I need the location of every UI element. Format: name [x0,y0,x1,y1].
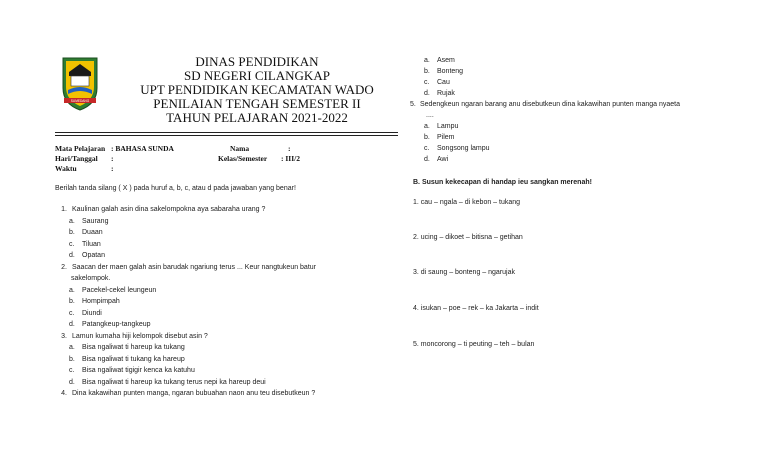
letterhead-line-5: TAHUN PELAJARAN 2021-2022 [166,110,348,125]
date-value: : [111,154,114,163]
option-5b[interactable]: b. Pilem [424,134,455,141]
question-2-cont: sakelompok. [71,275,111,282]
section-b-item-3: 3. di saung – bonteng – ngarujak [413,269,515,276]
class-value: : III/2 [281,154,300,163]
option-4a[interactable]: a. Asem [424,57,455,64]
instruction-text: Berilah tanda silang ( X ) pada huruf a, b, c, atau d pada jawaban yang benar! [55,185,296,192]
option-3c[interactable]: c. Bisa ngaliwat tigigir kenca ka katuhu [69,367,195,374]
section-b-item-2: 2. ucing – dikoet – bitisna – getihan [413,234,523,241]
letterhead-line-3: UPT PENDIDIKAN KECAMATAN WADO [140,82,374,97]
header-divider [55,132,398,133]
question-1: 1. Kaulinan galah asin dina sakelompokna aya sabaraha urang ? [61,206,266,213]
time-value: : [111,164,114,173]
section-b-item-4: 4. isukan – poe – rek – ka Jakarta – indit [413,305,539,312]
option-3b[interactable]: b. Bisa ngaliwat ti tukang ka hareup [69,355,185,363]
option-1c[interactable]: c. Tiluan [69,240,101,248]
option-1b[interactable]: b. Duaan [69,229,103,236]
option-2d[interactable]: d. Patangkeup-tangkeup [69,321,151,328]
class-label: Kelas/Semester [218,154,268,163]
letterhead [118,55,396,125]
question-4: 4. Dina kakawihan punten manga, ngaran bubuahan naon anu teu disebutkeun ? [61,390,316,397]
question-5-cont: .... [426,112,434,119]
subject-label: Mata Pelajaran [55,144,106,153]
svg-text:SUMEDANG: SUMEDANG [70,99,90,103]
question-2: 2. Saacan der maen galah asin barudak ngariung terus ... Keur nangtukeun batur [61,263,316,271]
sumedang-emblem-logo [60,54,100,112]
option-3d[interactable]: d. Bisa ngaliwat ti hareup ka tukang terus nepi ka hareup deui [69,378,266,386]
subject-value: : BAHASA SUNDA [111,144,174,153]
question-list-left [55,204,395,400]
name-value: : [288,144,291,153]
letterhead-line-2: SD NEGERI CILANGKAP [184,68,330,83]
option-2a[interactable]: a. Pacekel-cekel leungeun [69,286,157,294]
section-b-title: B. Susun kekecapan di handap ieu sangkan merenah! [413,179,592,186]
time-label: Waktu [55,164,77,173]
option-4d[interactable]: d. Rujak [424,90,455,97]
option-1d[interactable]: d. Opatan [69,252,105,259]
option-5d[interactable]: d. Awi [424,156,449,163]
section-b-item-1: 1. cau – ngala – di kebon – tukang [413,199,521,206]
option-2c[interactable]: c. Diundi [69,309,102,317]
date-label: Hari/Tanggal [55,154,98,163]
option-3a[interactable]: a. Bisa ngaliwat ti hareup ka tukang [69,344,185,351]
name-label: Nama [230,144,250,153]
section-b-item-5: 5. moncorong – ti peuting – teh – bulan [413,341,535,348]
question-list-right [410,55,750,165]
option-4b[interactable]: b. Bonteng [424,68,464,75]
header-divider-thin [55,135,398,136]
question-3: 3. Lamun kumaha hiji kelompok disebut asin ? [61,332,208,340]
letterhead-line-1: DINAS PENDIDIKAN [195,54,319,69]
letterhead-line-4: PENILAIAN TENGAH SEMESTER II [153,96,361,111]
question-5: 5. Sedengkeun ngaran barang anu disebutkeun dina kakawihan punten manga nyaeta [410,101,680,108]
option-4c[interactable]: c. Cau [424,79,450,86]
option-2b[interactable]: b. Hompimpah [69,298,120,305]
option-5c[interactable]: c. Songsong lampu [424,145,490,152]
option-1a[interactable]: a. Saurang [69,217,109,225]
option-5a[interactable]: a. Lampu [424,123,459,130]
